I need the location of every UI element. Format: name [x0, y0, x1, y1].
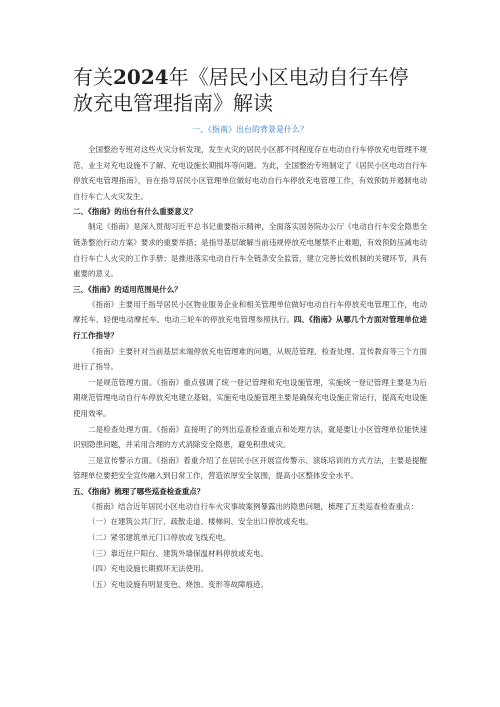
list-item: （二）紧邻建筑单元门口停放或飞线充电。: [88, 533, 231, 543]
title-rest: 年《居民小区电动自行车停放充电管理指南》解读: [73, 65, 409, 115]
paragraph-2: 制定《指南》是深入贯彻习近平总书记重要指示精神，全面落实国务院办公厅《电动自行车安全隐患全链条整治行动方案》要求的重要举措；是指导基层破解当前违规停放充电屡禁不止难题，有效预防压减电动自行车亡人火灾的工作手册；是推进落实电动自行车全链条安全监管，建立完善长效机制的关键环节，具有重要的意义。: [73, 222, 427, 279]
paragraph-3: [73, 297, 427, 344]
paragraph-8: 《指南》结合近年居民小区电动自行车火灾事故案例暴露出的隐患问题，梳理了五类巡查检查重点：: [88, 501, 418, 511]
paragraph-4: 《指南》主要针对当前基层末端停放充电管理难的问题，从规范管理、检查处理、宣传教育等三个方面进行了指导。: [73, 346, 427, 372]
list-item: （一）在建筑公共门厅、疏散走道、楼梯间、安全出口停放或充电。: [88, 517, 313, 527]
paragraph-7: 三是宣传警示方面。《指南》着重介绍了在居民小区开展宣传警示、演练培训的方式方法，主要是提醒管理单位要把安全宣传融入到日常工作，营造浓厚安全氛围，提高小区整体安全水平。: [73, 455, 427, 481]
title-prefix: 有关: [73, 65, 113, 89]
paragraph-1: 全国整治专班对这些火灾分析发现，发生火灾的居民小区都不同程度存在电动自行车停放充电管理不规范、业主对充电设施不了解、充电设施长期损坏等问题。为此，全国整治专班制定了《居民小区电动自行车停放充电管理指南》，旨在指导居民小区管理单位做好电动自行车停放充电管理工作，有效预防并遏制电动自行车亡人火灾发生。: [73, 145, 427, 201]
list-item: （四）充电设施长期损坏无法使用。: [88, 564, 208, 574]
paragraph-3-text: 《指南》主要用于指导居民小区物业服务企业和相关管理单位做好电动自行车停放充电管理工作，电动摩托车、轻便电动摩托车、电动三轮车的停放充电管理参照执行。: [73, 299, 427, 325]
section-1-heading: 一、《指南》出台的背景是什么？: [192, 125, 308, 134]
list-item: （五）充电设施有明显变色、烧蚀、变形等故障痕迹。: [88, 579, 268, 589]
paragraph-6: 二是检查处理方面。《指南》直接明了的列出巡查检查重点和处理方法，就是要让小区管理单位能快速识别隐患问题，并采用合理的方式消除安全隐患，避免积患成灾。: [73, 424, 427, 450]
section-2-heading: 二、《指南》的出台有什么重要意义？: [73, 207, 197, 217]
document-title: [73, 64, 427, 116]
paragraph-5: 一是规范管理方面。《指南》重点强调了统一登记管理和充电设施管理，实施统一登记管理主要是为后期规范管理电动自行车停放充电建立基础，实施充电设施管理主要是确保充电设施正常运行，提高充电设施使用效率。: [73, 377, 427, 418]
section-5-heading: 五、《指南》梳理了哪些巡查检查重点？: [73, 486, 205, 496]
section-3-heading: 三、《指南》的适用范围是什么？: [73, 284, 182, 294]
section-4-heading: 四、《指南》从哪几个方面对管理单位进行工作指导？: [73, 315, 428, 340]
inspection-list: [73, 514, 427, 592]
title-year: 2024: [113, 65, 169, 89]
list-item: （三）靠近住户阳台、建筑外墙保温材料停放或充电。: [88, 548, 268, 558]
